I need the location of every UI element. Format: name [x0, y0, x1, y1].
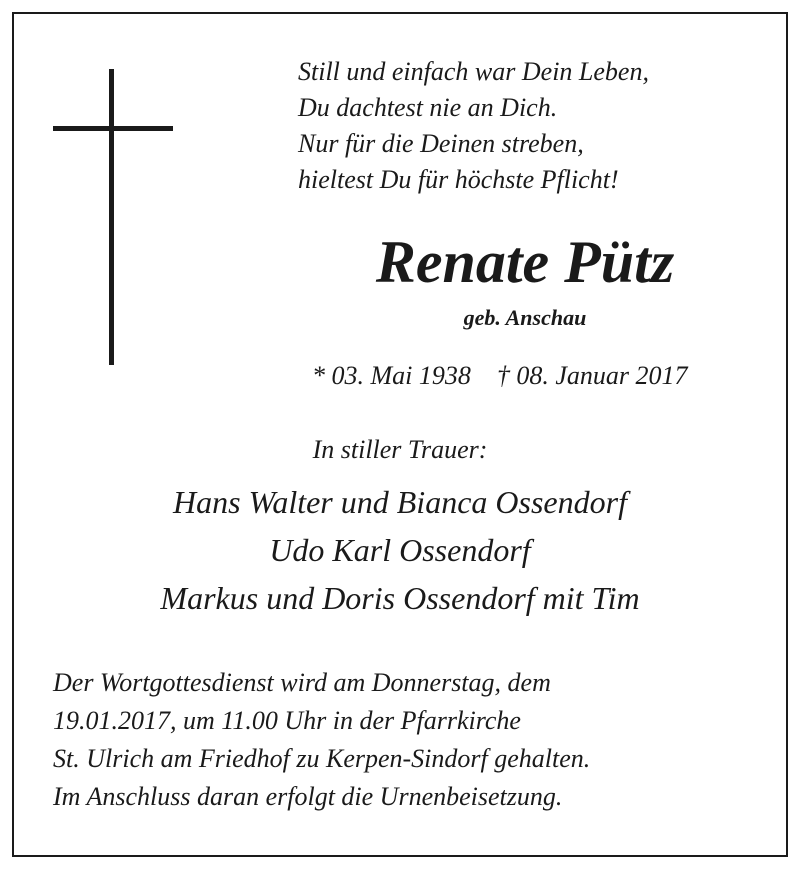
poem — [298, 54, 768, 198]
death-date: † 08. Januar 2017 — [496, 361, 688, 390]
service-info — [53, 664, 773, 816]
mourners-list — [0, 478, 800, 622]
cross-vertical-bar — [109, 69, 114, 365]
poem-line: Du dachtest nie an Dich. — [298, 93, 558, 122]
service-line: Der Wortgottesdienst wird am Donnerstag, dem — [53, 668, 551, 697]
mourning-label: In stiller Trauer: — [312, 435, 488, 464]
birth-date: * 03. Mai 1938 — [312, 361, 471, 390]
cross-icon — [53, 69, 173, 365]
service-line: 19.01.2017, um 11.00 Uhr in der Pfarrkirche — [53, 706, 521, 735]
maiden-name: geb. Anschau — [463, 305, 587, 330]
service-line: Im Anschluss daran erfolgt die Urnenbeisetzung. — [53, 782, 563, 811]
poem-line: Still und einfach war Dein Leben, — [298, 57, 649, 86]
poem-line: Nur für die Deinen streben, — [298, 129, 584, 158]
service-line: St. Ulrich am Friedhof zu Kerpen-Sindorf gehalten. — [53, 744, 591, 773]
deceased-name: Renate Pütz — [375, 229, 675, 295]
poem-line: hieltest Du für höchste Pflicht! — [298, 165, 619, 194]
mourner-line: Udo Karl Ossendorf — [269, 532, 531, 568]
mourner-line: Markus und Doris Ossendorf mit Tim — [160, 580, 640, 616]
mourner-line: Hans Walter und Bianca Ossendorf — [173, 484, 627, 520]
cross-horizontal-bar — [53, 126, 173, 131]
life-dates — [312, 358, 772, 394]
